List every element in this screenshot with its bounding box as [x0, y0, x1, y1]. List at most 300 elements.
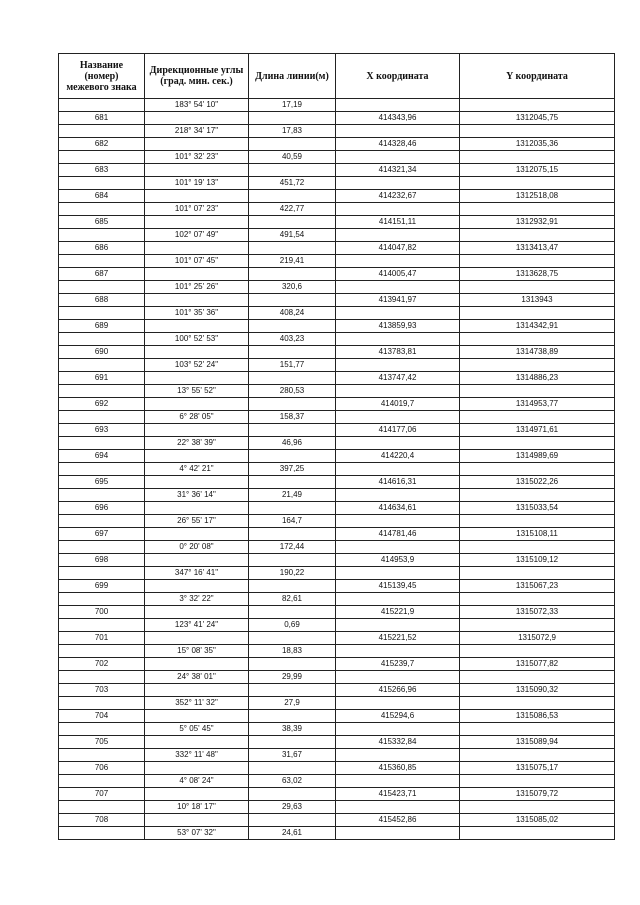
point-cell: 696 [59, 502, 145, 515]
table-row [59, 463, 615, 476]
angle-cell: 26° 55' 17" [145, 515, 249, 528]
length-cell: 451,72 [249, 177, 336, 190]
table-row [59, 138, 615, 151]
table-row [59, 99, 615, 112]
angle-cell [145, 242, 249, 255]
table-row [59, 775, 615, 788]
x-coordinate-cell: 414328,46 [336, 138, 460, 151]
length-cell [249, 372, 336, 385]
length-cell [249, 164, 336, 177]
table-row [59, 281, 615, 294]
length-cell: 158,37 [249, 411, 336, 424]
table-row [59, 749, 615, 762]
y-coordinate-cell [460, 411, 615, 424]
coordinates-table [58, 53, 615, 840]
point-cell [59, 671, 145, 684]
length-cell: 172,44 [249, 541, 336, 554]
point-cell: 685 [59, 216, 145, 229]
point-cell: 695 [59, 476, 145, 489]
length-cell [249, 268, 336, 281]
table-row [59, 242, 615, 255]
angle-cell [145, 320, 249, 333]
angle-cell: 101° 07' 23" [145, 203, 249, 216]
length-cell: 31,67 [249, 749, 336, 762]
y-coordinate-cell: 1314989,69 [460, 450, 615, 463]
x-coordinate-cell [336, 99, 460, 112]
angle-cell [145, 294, 249, 307]
y-coordinate-cell [460, 333, 615, 346]
point-cell [59, 437, 145, 450]
angle-cell: 0° 20' 08" [145, 541, 249, 554]
x-coordinate-cell: 414634,61 [336, 502, 460, 515]
angle-cell [145, 502, 249, 515]
y-coordinate-cell [460, 125, 615, 138]
table-row [59, 814, 615, 827]
x-coordinate-cell [336, 645, 460, 658]
y-coordinate-cell: 1313943 [460, 294, 615, 307]
length-cell [249, 216, 336, 229]
table-row [59, 645, 615, 658]
y-coordinate-cell: 1315067,23 [460, 580, 615, 593]
x-coordinate-cell: 415332,84 [336, 736, 460, 749]
y-coordinate-cell [460, 463, 615, 476]
length-cell [249, 424, 336, 437]
table-row [59, 125, 615, 138]
point-cell: 697 [59, 528, 145, 541]
point-cell [59, 619, 145, 632]
point-cell [59, 255, 145, 268]
y-coordinate-cell [460, 255, 615, 268]
angle-cell: 352° 11' 32" [145, 697, 249, 710]
point-cell: 708 [59, 814, 145, 827]
y-coordinate-cell: 1315022,26 [460, 476, 615, 489]
length-cell [249, 658, 336, 671]
angle-cell [145, 216, 249, 229]
angle-cell [145, 658, 249, 671]
x-coordinate-cell [336, 203, 460, 216]
length-cell [249, 450, 336, 463]
x-coordinate-cell: 415360,85 [336, 762, 460, 775]
y-coordinate-cell: 1312075,15 [460, 164, 615, 177]
point-cell: 686 [59, 242, 145, 255]
x-coordinate-cell: 413859,93 [336, 320, 460, 333]
angle-cell [145, 424, 249, 437]
length-cell: 82,61 [249, 593, 336, 606]
table-row [59, 359, 615, 372]
x-coordinate-cell [336, 125, 460, 138]
table-row [59, 450, 615, 463]
length-cell [249, 736, 336, 749]
y-coordinate-cell [460, 671, 615, 684]
x-coordinate-cell [336, 359, 460, 372]
point-cell [59, 333, 145, 346]
length-cell: 397,25 [249, 463, 336, 476]
point-cell [59, 177, 145, 190]
y-coordinate-cell: 1314953,77 [460, 398, 615, 411]
y-coordinate-cell: 1313628,75 [460, 268, 615, 281]
angle-cell [145, 632, 249, 645]
point-cell [59, 307, 145, 320]
length-cell [249, 112, 336, 125]
table-row [59, 528, 615, 541]
length-cell [249, 606, 336, 619]
length-cell: 24,61 [249, 827, 336, 840]
point-cell: 693 [59, 424, 145, 437]
table-row [59, 177, 615, 190]
table-row [59, 333, 615, 346]
length-cell: 27,9 [249, 697, 336, 710]
table-header [59, 54, 615, 99]
header-point-name [59, 54, 145, 99]
table-row [59, 827, 615, 840]
y-coordinate-cell: 1315079,72 [460, 788, 615, 801]
y-coordinate-cell: 1315090,32 [460, 684, 615, 697]
point-cell [59, 229, 145, 242]
x-coordinate-cell: 415266,96 [336, 684, 460, 697]
angle-cell [145, 138, 249, 151]
y-coordinate-cell [460, 307, 615, 320]
angle-cell [145, 268, 249, 281]
angle-cell [145, 736, 249, 749]
x-coordinate-cell: 414616,31 [336, 476, 460, 489]
table-row [59, 203, 615, 216]
point-cell: 682 [59, 138, 145, 151]
table-row [59, 697, 615, 710]
header-y-coordinate: Y координата [460, 54, 615, 99]
x-coordinate-cell: 413747,42 [336, 372, 460, 385]
table-row [59, 489, 615, 502]
x-coordinate-cell: 415221,9 [336, 606, 460, 619]
x-coordinate-cell [336, 333, 460, 346]
length-cell: 190,22 [249, 567, 336, 580]
angle-cell [145, 580, 249, 593]
point-cell: 689 [59, 320, 145, 333]
length-cell: 491,54 [249, 229, 336, 242]
length-cell: 38,39 [249, 723, 336, 736]
header-angles-line1: Дирекционные углы [149, 65, 244, 76]
angle-cell [145, 762, 249, 775]
y-coordinate-cell [460, 281, 615, 294]
y-coordinate-cell [460, 697, 615, 710]
table-row [59, 229, 615, 242]
point-cell: 694 [59, 450, 145, 463]
table-row [59, 710, 615, 723]
point-cell: 706 [59, 762, 145, 775]
length-cell [249, 502, 336, 515]
y-coordinate-cell [460, 775, 615, 788]
length-cell: 422,77 [249, 203, 336, 216]
length-cell [249, 138, 336, 151]
y-coordinate-cell: 1312518,08 [460, 190, 615, 203]
point-cell: 700 [59, 606, 145, 619]
point-cell: 683 [59, 164, 145, 177]
point-cell: 704 [59, 710, 145, 723]
angle-cell [145, 788, 249, 801]
x-coordinate-cell: 414321,34 [336, 164, 460, 177]
y-coordinate-cell: 1312035,36 [460, 138, 615, 151]
angle-cell: 218° 34' 17" [145, 125, 249, 138]
angle-cell [145, 190, 249, 203]
x-coordinate-cell: 415239,7 [336, 658, 460, 671]
angle-cell [145, 372, 249, 385]
point-cell [59, 515, 145, 528]
y-coordinate-cell [460, 437, 615, 450]
table-row [59, 346, 615, 359]
length-cell: 63,02 [249, 775, 336, 788]
table-row [59, 294, 615, 307]
point-cell [59, 203, 145, 216]
table-row [59, 554, 615, 567]
angle-cell: 101° 32' 23" [145, 151, 249, 164]
point-cell: 691 [59, 372, 145, 385]
angle-cell: 183° 54' 10" [145, 99, 249, 112]
angle-cell [145, 606, 249, 619]
length-cell [249, 190, 336, 203]
angle-cell [145, 684, 249, 697]
table-row [59, 372, 615, 385]
x-coordinate-cell [336, 567, 460, 580]
angle-cell: 5° 05' 45" [145, 723, 249, 736]
x-coordinate-cell [336, 307, 460, 320]
table-body [59, 99, 615, 840]
y-coordinate-cell [460, 515, 615, 528]
y-coordinate-cell: 1314971,61 [460, 424, 615, 437]
length-cell: 408,24 [249, 307, 336, 320]
length-cell [249, 580, 336, 593]
x-coordinate-cell: 415221,52 [336, 632, 460, 645]
table-row [59, 515, 615, 528]
y-coordinate-cell: 1314886,23 [460, 372, 615, 385]
angle-cell: 347° 16' 41" [145, 567, 249, 580]
y-coordinate-cell [460, 229, 615, 242]
length-cell: 29,63 [249, 801, 336, 814]
header-point-name-line3: межевого знака [66, 81, 137, 93]
header-x-coordinate: X координата [336, 54, 460, 99]
point-cell [59, 359, 145, 372]
table-row [59, 762, 615, 775]
length-cell: 403,23 [249, 333, 336, 346]
y-coordinate-cell [460, 541, 615, 554]
y-coordinate-cell [460, 749, 615, 762]
x-coordinate-cell: 414953,9 [336, 554, 460, 567]
angle-cell: 100° 52' 53" [145, 333, 249, 346]
length-cell: 164,7 [249, 515, 336, 528]
y-coordinate-cell: 1315033,54 [460, 502, 615, 515]
table-row [59, 801, 615, 814]
angle-cell: 24° 38' 01" [145, 671, 249, 684]
table-row [59, 385, 615, 398]
x-coordinate-cell [336, 151, 460, 164]
point-cell [59, 463, 145, 476]
table-row [59, 671, 615, 684]
x-coordinate-cell [336, 437, 460, 450]
angle-cell [145, 398, 249, 411]
length-cell: 219,41 [249, 255, 336, 268]
point-cell: 705 [59, 736, 145, 749]
x-coordinate-cell [336, 281, 460, 294]
point-cell [59, 489, 145, 502]
point-cell [59, 723, 145, 736]
length-cell: 280,53 [249, 385, 336, 398]
header-point-name-line1: Название [79, 59, 124, 71]
table-row [59, 320, 615, 333]
table-row [59, 190, 615, 203]
point-cell [59, 281, 145, 294]
length-cell [249, 242, 336, 255]
point-cell [59, 151, 145, 164]
x-coordinate-cell: 415139,45 [336, 580, 460, 593]
table-row [59, 411, 615, 424]
y-coordinate-cell [460, 645, 615, 658]
x-coordinate-cell: 413941,97 [336, 294, 460, 307]
point-cell [59, 99, 145, 112]
length-cell [249, 788, 336, 801]
length-cell [249, 320, 336, 333]
table-row [59, 736, 615, 749]
y-coordinate-cell [460, 567, 615, 580]
table-row [59, 216, 615, 229]
angle-cell: 4° 42' 21" [145, 463, 249, 476]
angle-cell [145, 450, 249, 463]
table-row [59, 606, 615, 619]
table-row [59, 632, 615, 645]
angle-cell: 13° 55' 52" [145, 385, 249, 398]
length-cell: 40,59 [249, 151, 336, 164]
angle-cell: 31° 36' 14" [145, 489, 249, 502]
x-coordinate-cell [336, 593, 460, 606]
x-coordinate-cell [336, 541, 460, 554]
y-coordinate-cell: 1312932,91 [460, 216, 615, 229]
y-coordinate-cell [460, 801, 615, 814]
x-coordinate-cell: 414019,7 [336, 398, 460, 411]
x-coordinate-cell: 413783,81 [336, 346, 460, 359]
table-row [59, 437, 615, 450]
point-cell [59, 593, 145, 606]
length-cell [249, 346, 336, 359]
x-coordinate-cell [336, 775, 460, 788]
table-row [59, 268, 615, 281]
length-cell [249, 528, 336, 541]
x-coordinate-cell [336, 177, 460, 190]
x-coordinate-cell [336, 723, 460, 736]
angle-cell: 101° 07' 45" [145, 255, 249, 268]
angle-cell: 102° 07' 49" [145, 229, 249, 242]
y-coordinate-cell [460, 359, 615, 372]
x-coordinate-cell: 415452,86 [336, 814, 460, 827]
y-coordinate-cell: 1314342,91 [460, 320, 615, 333]
point-cell: 699 [59, 580, 145, 593]
table-row [59, 541, 615, 554]
point-cell [59, 411, 145, 424]
y-coordinate-cell [460, 99, 615, 112]
angle-cell: 53° 07' 32" [145, 827, 249, 840]
x-coordinate-cell: 414220,4 [336, 450, 460, 463]
point-cell [59, 801, 145, 814]
table-row [59, 502, 615, 515]
angle-cell: 3° 32' 22" [145, 593, 249, 606]
x-coordinate-cell: 414781,46 [336, 528, 460, 541]
table-row [59, 658, 615, 671]
table-row [59, 567, 615, 580]
x-coordinate-cell [336, 749, 460, 762]
y-coordinate-cell: 1315072,9 [460, 632, 615, 645]
y-coordinate-cell [460, 203, 615, 216]
angle-cell: 6° 28' 05" [145, 411, 249, 424]
angle-cell: 332° 11' 48" [145, 749, 249, 762]
y-coordinate-cell [460, 827, 615, 840]
length-cell [249, 710, 336, 723]
x-coordinate-cell: 414177,06 [336, 424, 460, 437]
point-cell: 702 [59, 658, 145, 671]
angle-cell [145, 554, 249, 567]
y-coordinate-cell [460, 489, 615, 502]
table-row [59, 398, 615, 411]
table-row [59, 112, 615, 125]
length-cell [249, 814, 336, 827]
y-coordinate-cell [460, 151, 615, 164]
y-coordinate-cell [460, 723, 615, 736]
length-cell: 0,69 [249, 619, 336, 632]
x-coordinate-cell [336, 671, 460, 684]
x-coordinate-cell [336, 385, 460, 398]
length-cell [249, 632, 336, 645]
y-coordinate-cell: 1315085,02 [460, 814, 615, 827]
point-cell: 692 [59, 398, 145, 411]
table-row [59, 164, 615, 177]
point-cell: 687 [59, 268, 145, 281]
x-coordinate-cell [336, 489, 460, 502]
angle-cell [145, 476, 249, 489]
table-row [59, 593, 615, 606]
angle-cell: 15° 08' 35" [145, 645, 249, 658]
length-cell: 29,99 [249, 671, 336, 684]
point-cell [59, 645, 145, 658]
point-cell: 684 [59, 190, 145, 203]
angle-cell: 22° 38' 39" [145, 437, 249, 450]
y-coordinate-cell: 1314738,89 [460, 346, 615, 359]
table-row [59, 151, 615, 164]
table-row [59, 684, 615, 697]
length-cell [249, 476, 336, 489]
point-cell: 681 [59, 112, 145, 125]
x-coordinate-cell: 414005,47 [336, 268, 460, 281]
length-cell: 151,77 [249, 359, 336, 372]
x-coordinate-cell [336, 827, 460, 840]
x-coordinate-cell: 414047,82 [336, 242, 460, 255]
length-cell: 46,96 [249, 437, 336, 450]
length-cell [249, 554, 336, 567]
y-coordinate-cell: 1312045,75 [460, 112, 615, 125]
x-coordinate-cell [336, 515, 460, 528]
length-cell: 21,49 [249, 489, 336, 502]
header-direction-angles [145, 54, 249, 99]
angle-cell [145, 346, 249, 359]
point-cell [59, 567, 145, 580]
x-coordinate-cell [336, 463, 460, 476]
angle-cell: 103° 52' 24" [145, 359, 249, 372]
angle-cell: 101° 19' 13" [145, 177, 249, 190]
table-row [59, 723, 615, 736]
point-cell: 707 [59, 788, 145, 801]
header-point-name-line2: (номер) [84, 70, 119, 82]
y-coordinate-cell: 1315108,11 [460, 528, 615, 541]
length-cell [249, 398, 336, 411]
y-coordinate-cell: 1315086,53 [460, 710, 615, 723]
point-cell [59, 775, 145, 788]
angle-cell: 10° 18' 17" [145, 801, 249, 814]
angle-cell [145, 164, 249, 177]
table-row [59, 580, 615, 593]
